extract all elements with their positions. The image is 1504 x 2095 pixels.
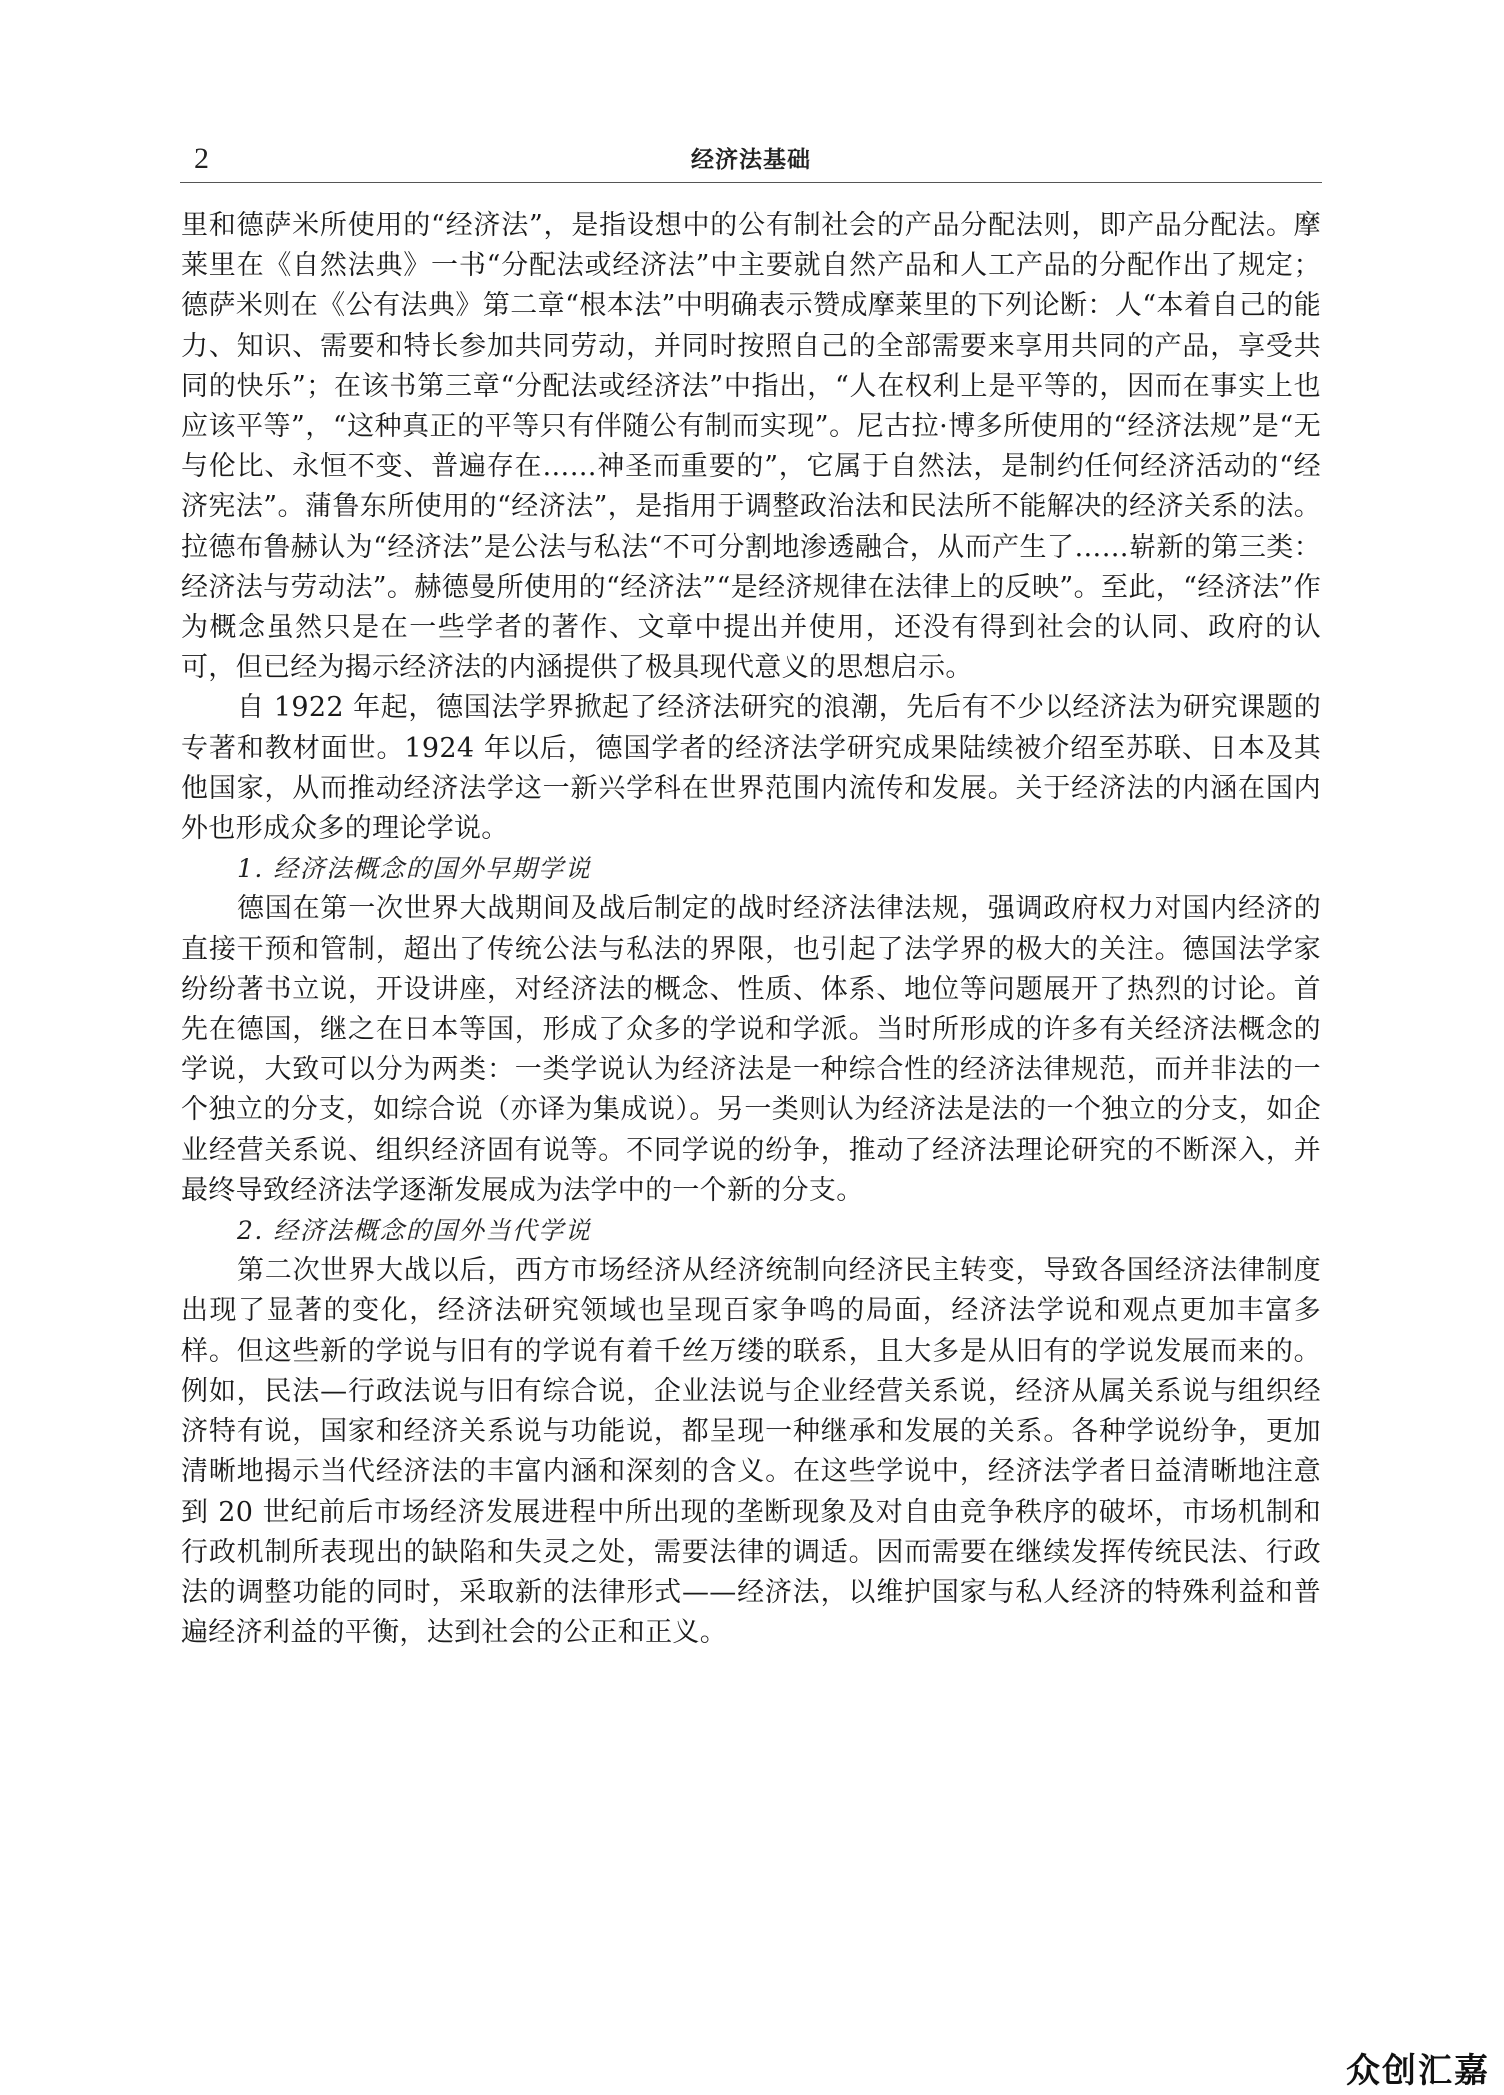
- paragraph-4: 第二次世界大战以后，西方市场经济从经济统制向经济民主转变，导致各国经济法律制度出现了显著的变化，经济法研究领域也呈现百家争鸣的局面，经济法学说和观点更加丰富多样。但这些新的学说与旧有的学说有着千丝万缕的联系，且大多是从旧有的学说发展而来的。例如，民法—行政法说与旧有综合说，企业法说与企业经营关系说，经济从属关系说与组织经济特有说，国家和经济关系说与功能说，都呈现一种继承和发展的关系。各种学说纷争，更加清晰地揭示当代经济法的丰富内涵和深刻的含义。在这些学说中，经济法学者日益清晰地注意到 20 世纪前后市场经济发展进程中所出现的垄断现象及对自由竞争秩序的破坏，市场机制和行政机制所表现出的缺陷和失灵之处，需要法律的调适。因而需要在继续发挥传统民法、行政法的调整功能的同时，采取新的法律形式——经济法，以维护国家与私人经济的特殊利益和普遍经济利益的平衡，达到社会的公正和正义。: [181, 1255, 1321, 1649]
- section-heading-1: 1. 经济法概念的国外早期学说: [237, 854, 592, 884]
- paragraph-3: 德国在第一次世界大战期间及战后制定的战时经济法律法规，强调政府权力对国内经济的直接干预和管制，超出了传统公法与私法的界限，也引起了法学界的极大的关注。德国法学家纷纷著书立说，开设讲座，对经济法的概念、性质、体系、地位等问题展开了热烈的讨论。首先在德国，继之在日本等国，形成了众多的学说和学派。当时所形成的许多有关经济法概念的学说，大致可以分为两类：一类学说认为经济法是一种综合性的经济法律规范，而并非法的一个独立的分支，如综合说（亦译为集成说）。另一类则认为经济法是法的一个独立的分支，如企业经营关系说、组织经济固有说等。不同学说的纷争，推动了经济法理论研究的不断深入，并最终导致经济法学逐渐发展成为法学中的一个新的分支。: [181, 893, 1321, 1206]
- paragraph-2: 自 1922 年起，德国法学界掀起了经济法研究的浪潮，先后有不少以经济法为研究课题的专著和教材面世。1924 年以后，德国学者的经济法学研究成果陆续被介绍至苏联、日本及其他国家，从而推动经济法学这一新兴学科在世界范围内流传和发展。关于经济法的内涵在国内外也形成众多的理论学说。: [181, 692, 1321, 845]
- paragraph-1: 里和德萨米所使用的“经济法”，是指设想中的公有制社会的产品分配法则，即产品分配法。摩莱里在《自然法典》一书“分配法或经济法”中主要就自然产品和人工产品的分配作出了规定；德萨米则在《公有法典》第二章“根本法”中明确表示赞成摩莱里的下列论断：人“本着自己的能力、知识、需要和特长参加共同劳动，并同时按照自己的全部需要来享用共同的产品，享受共同的快乐”；在该书第三章“分配法或经济法”中指出，“人在权利上是平等的，因而在事实上也应该平等”，“这种真正的平等只有伴随公有制而实现”。尼古拉·博多所使用的“经济法规”是“无与伦比、永恒不变、普遍存在……神圣而重要的”，它属于自然法，是制约任何经济活动的“经济宪法”。蒲鲁东所使用的“经济法”，是指用于调整政治法和民法所不能解决的经济关系的法。拉德布鲁赫认为“经济法”是公法与私法“不可分割地渗透融合，从而产生了……崭新的第三类：经济法与劳动法”。赫德曼所使用的“经济法”“是经济规律在法律上的反映”。至此，“经济法”作为概念虽然只是在一些学者的著作、文章中提出并使用，还没有得到社会的认同、政府的认可，但已经为揭示经济法的内涵提供了极具现代意义的思想启示。: [181, 210, 1321, 684]
- watermark-logo: 众创汇嘉: [1346, 2051, 1490, 2091]
- section-heading-2: 2. 经济法概念的国外当代学说: [237, 1216, 592, 1246]
- running-title: 经济法基础: [691, 147, 811, 173]
- body-text: [181, 206, 1321, 1653]
- page-number: 2: [194, 142, 209, 175]
- page-header: [180, 140, 1322, 183]
